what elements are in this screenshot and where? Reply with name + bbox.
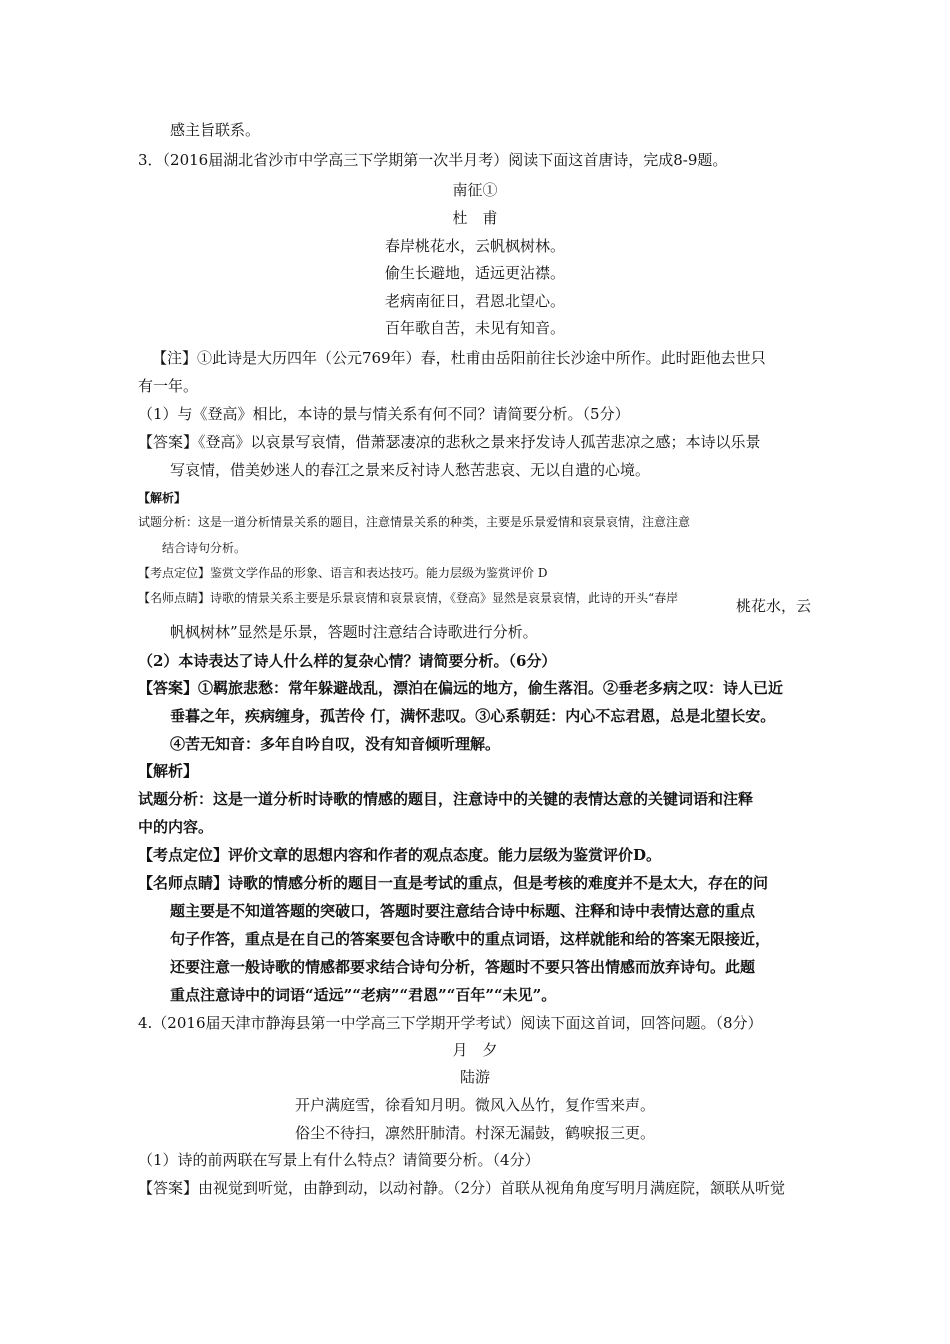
poem-line: 开户满庭雪，徐看知月明。微风入丛竹，复作雪来声。: [294, 1096, 655, 1114]
analysis-text: 试题分析：这是一道分析情景关系的题目，注意情景关系的种类，主要是乐景爱情和哀景哀情，注意注意: [138, 515, 691, 529]
answer: 【答案】《登高》以哀景写哀情，借萧瑟凄凉的悲秋之景来抒发诗人孤苦悲凉之感；本诗以乐景: [138, 433, 761, 451]
answer-cont: 写哀情，借美妙迷人的春江之景来反衬诗人愁苦悲哀、无以自遣的心境。: [170, 461, 651, 479]
analysis-heading: 【解析】: [138, 762, 199, 780]
teacher-note-cont: 重点注意诗中的词语“适远”“老病”“君恩”“百年”“未见”。: [170, 986, 557, 1004]
poem-author: 陆游: [459, 1068, 490, 1086]
poem-line: 俗尘不待扫，凛然肝肺清。村深无漏鼓，鹤唳报三更。: [294, 1124, 655, 1142]
teacher-note: 【名师点睛】诗歌的情感分析的题目一直是考试的重点，但是考核的难度并不是太大，存在的问: [138, 874, 769, 892]
answer: 【答案】①羁旅悲愁：常年躲避战乱，漂泊在偏远的地方，偷生落泪。②垂老多病之叹：诗人已近: [138, 679, 784, 697]
sub-question-1: （1）诗的前两联在写景上有什么特点？请简要分析。（4分）: [138, 1151, 540, 1169]
analysis-heading: 【解析】: [138, 491, 187, 505]
note: 【注】①此诗是大历四年（公元769年）春，杜甫由岳阳前往长沙途中所作。此时距他去世只: [152, 349, 766, 367]
key-point: 【考点定位】鉴赏文学作品的形象、语言和表达技巧。能力层级为鉴赏评价 D: [138, 566, 548, 580]
answer: 【答案】由视觉到听觉，由静到动，以动衬静。（2分）首联从视角角度写明月满庭院，颔联从听觉: [138, 1179, 786, 1197]
answer-cont: 垂暮之年，疾病缠身，孤苦伶 仃，满怀悲叹。③心系朝廷：内心不忘君恩，总是北望长安。: [170, 707, 776, 725]
analysis-text-cont: 结合诗句分析。: [162, 541, 247, 555]
teacher-note-cont: 题主要是不知道答题的突破口，答题时要注意结合诗中标题、注释和诗中表情达意的重点: [170, 902, 756, 920]
sub-question-1: （1）与《登高》相比，本诗的景与情关系有何不同？请简要分析。（5分）: [138, 405, 630, 423]
teacher-note: 【名师点睛】诗歌的情景关系主要是乐景哀情和哀景哀情，《登高》显然是哀景哀情，此诗的开头“春岸: [138, 591, 679, 605]
poem-title: 南征①: [452, 181, 498, 199]
question-4-heading: 4.（2016届天津市静海县第一中学高三下学期开学考试）阅读下面这首词，回答问题。（8分）: [138, 1014, 763, 1032]
question-3-heading: 3．（2016届湖北省沙市中学高三下学期第一次半月考）阅读下面这首唐诗，完成8-9题。: [138, 151, 728, 169]
poem-line: 偷生长避地，适远更沾襟。: [384, 264, 565, 282]
teacher-note-cont: 帆枫树林”显然是乐景，答题时注意结合诗歌进行分析。: [170, 623, 538, 641]
sub-question-2: （2）本诗表达了诗人什么样的复杂心情？请简要分析。（6分）: [138, 652, 557, 670]
teacher-note-cont: 还要注意一般诗歌的情感都要求结合诗句分析，答题时不要只答出情感而放弃诗句。此题: [170, 958, 756, 976]
poem-line: 春岸桃花水，云帆枫树林。: [384, 237, 565, 255]
teacher-note-tail: 桃花水，云: [736, 597, 812, 615]
analysis-text: 试题分析：这是一道分析时诗歌的情感的题目，注意诗中的关键的表情达意的关键词语和注释: [138, 790, 754, 808]
poem-line: 老病南征日，君恩北望心。: [384, 292, 565, 310]
note-cont: 有一年。: [138, 377, 199, 395]
poem-title: 月 夕: [452, 1041, 498, 1059]
teacher-note-cont: 句子作答，重点是在自己的答案要包含诗歌中的重点词语，这样就能和给的答案无限接近，: [170, 930, 771, 948]
answer-cont: ④苦无知音：多年自吟自叹，没有知音倾听理解。: [170, 735, 501, 753]
analysis-text-cont: 中的内容。: [138, 818, 214, 836]
key-point: 【考点定位】评价文章的思想内容和作者的观点态度。能力层级为鉴赏评价D。: [138, 846, 662, 864]
poem-line: 百年歌自苦，未见有知音。: [384, 319, 565, 337]
poem-author: 杜 甫: [452, 209, 498, 227]
text-line: 感主旨联系。: [170, 121, 261, 139]
